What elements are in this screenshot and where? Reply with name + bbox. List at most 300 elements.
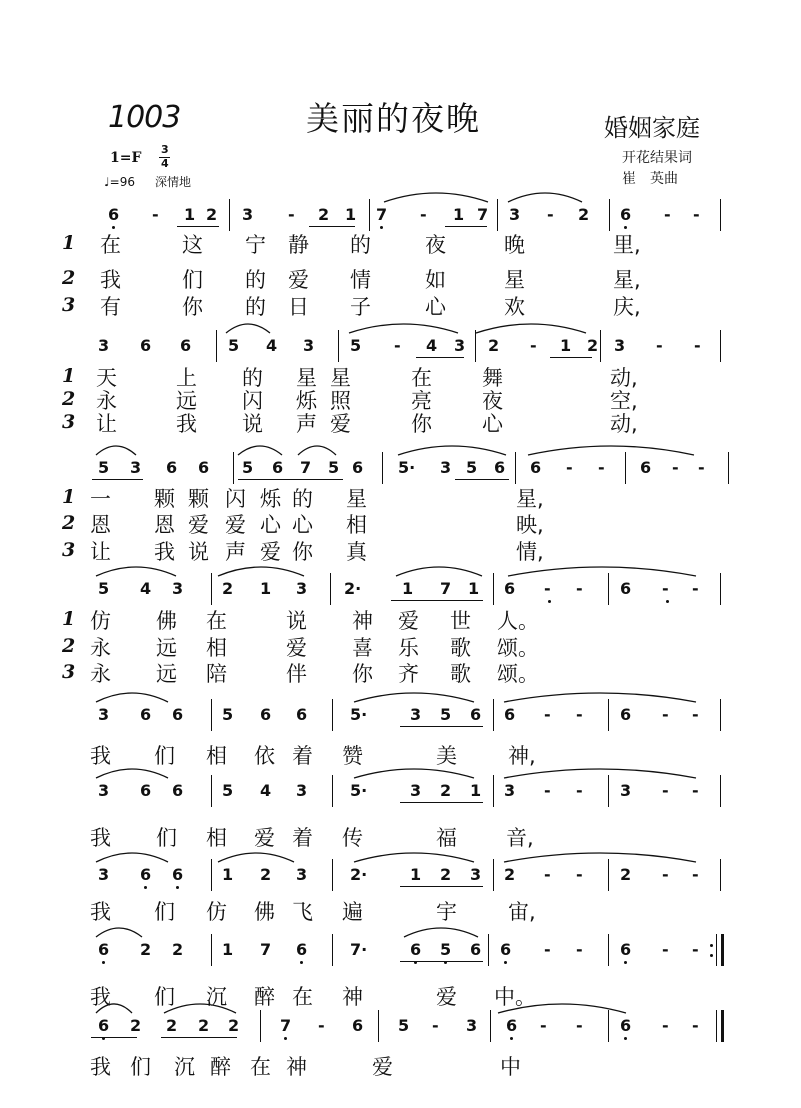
note-hold-dash: - [420, 205, 427, 224]
note-hold-dash: - [394, 336, 401, 355]
note: 5 [466, 458, 478, 477]
note: 7· [350, 940, 368, 959]
note: 7 [260, 940, 272, 959]
lyric-word: 动, [610, 412, 638, 436]
tie-arc [96, 567, 176, 576]
lyric-word: 星 [330, 366, 351, 390]
note: 5 [228, 336, 240, 355]
lyric-word: 星 [504, 268, 525, 292]
lyric-word: 在 [292, 985, 313, 1009]
note-hold-dash: - [576, 705, 583, 724]
note: 2· [350, 865, 368, 884]
note: 6 [470, 705, 482, 724]
tie-arc [164, 1004, 236, 1013]
lyric-word: 神 [342, 985, 363, 1009]
lyric-word: 伴 [286, 662, 307, 686]
lyric-word: 宇 [436, 900, 457, 924]
lyric-word: 们 [130, 1055, 151, 1079]
lyric-word: 你 [292, 540, 313, 564]
lyric-word: 在 [100, 233, 121, 257]
note: 1 [410, 865, 422, 884]
note: 6 [504, 579, 516, 598]
note: 2 [318, 205, 330, 224]
lyric-word: 心 [292, 513, 313, 537]
note: 6 [352, 1016, 364, 1035]
time-signature-bottom: 4 [161, 157, 169, 170]
note: 6 [504, 705, 516, 724]
lyric-word: 飞 [292, 900, 313, 924]
note: 5 [440, 940, 452, 959]
note-hold-dash: - [544, 705, 551, 724]
verse-number: 3 [62, 661, 76, 683]
lyric-word: 你 [352, 662, 373, 686]
lyric-word: 着 [292, 826, 313, 850]
tempo-marking: ♩=96 [104, 175, 135, 189]
note: 6 [108, 205, 120, 224]
lyric-word: 说 [286, 609, 307, 633]
tie-arc [354, 853, 474, 862]
lyric-word: 空, [610, 389, 638, 413]
tie-arc [298, 446, 336, 455]
lyricist-credit: 开花结果词 [622, 150, 692, 166]
note: 6 [296, 940, 308, 959]
note-hold-dash: - [530, 336, 537, 355]
tie-arc [476, 324, 586, 333]
note: 6 [172, 865, 184, 884]
verse-number: 2 [62, 388, 76, 410]
note: 6 [506, 1016, 518, 1035]
tie-arc [96, 446, 136, 455]
lyric-word: 我 [90, 744, 111, 768]
lyric-word: 的 [292, 487, 313, 511]
verse-number: 3 [62, 411, 76, 433]
note: 6 [620, 705, 632, 724]
lyric-word: 恩 [154, 513, 175, 537]
lyric-word: 真 [346, 540, 367, 564]
tie-arc [384, 193, 488, 202]
tie-arc [354, 769, 474, 778]
note-hold-dash: - [318, 1016, 325, 1035]
note-hold-dash: - [576, 781, 583, 800]
lyric-word: 沉 [206, 985, 227, 1009]
lyric-word: 神 [286, 1055, 307, 1079]
lyric-word: 依 [254, 744, 275, 768]
lyric-word: 你 [182, 295, 203, 319]
note-hold-dash: - [692, 865, 699, 884]
lyric-word: 烁 [296, 389, 317, 413]
note-hold-dash: - [544, 579, 551, 598]
note: 6 [272, 458, 284, 477]
lyric-word: 如 [425, 268, 446, 292]
note: 4 [140, 579, 152, 598]
note: 2 [440, 781, 452, 800]
note: 6 [140, 781, 152, 800]
lyric-word: 上 [176, 366, 197, 390]
note: 3 [172, 579, 184, 598]
lyric-word: 我 [90, 900, 111, 924]
tie-arc [96, 928, 142, 937]
note-hold-dash: - [662, 865, 669, 884]
lyric-word: 远 [156, 662, 177, 686]
lyric-word: 中 [500, 1055, 521, 1079]
song-title: 美丽的夜晚 [306, 99, 481, 138]
note-hold-dash: - [664, 205, 671, 224]
lyric-word: 子 [350, 295, 371, 319]
lyric-word: 歌 [450, 662, 471, 686]
lyric-word: 醉 [254, 985, 275, 1009]
tie-arc [498, 1004, 626, 1013]
note: 3 [466, 1016, 478, 1035]
note: 7 [300, 458, 312, 477]
note-hold-dash: - [152, 205, 159, 224]
note: 3 [410, 781, 422, 800]
note-hold-dash: - [544, 940, 551, 959]
note: 2· [344, 579, 362, 598]
lyric-word: 爱 [254, 826, 275, 850]
time-signature-top: 3 [161, 143, 169, 156]
lyric-word: 远 [156, 636, 177, 660]
note: 5 [440, 705, 452, 724]
lyric-word: 歌 [450, 636, 471, 660]
lyric-word: 相 [346, 513, 367, 537]
lyric-word: 闪 [242, 389, 263, 413]
note: 3 [614, 336, 626, 355]
lyric-word: 星 [296, 366, 317, 390]
composer-credit: 崔 英曲 [622, 171, 678, 187]
note: 1 [468, 579, 480, 598]
lyric-word: 的 [245, 268, 266, 292]
tie-arc [226, 324, 270, 333]
note: 3 [98, 865, 110, 884]
note-hold-dash: - [576, 865, 583, 884]
lyric-word: 颗 [188, 487, 209, 511]
note: 2 [440, 865, 452, 884]
note: 2 [222, 579, 234, 598]
lyric-word: 心 [482, 412, 503, 436]
note-hold-dash: - [662, 705, 669, 724]
lyric-word: 这 [182, 233, 203, 257]
note-hold-dash: - [540, 1016, 547, 1035]
note: 6 [140, 336, 152, 355]
lyric-word: 我 [90, 985, 111, 1009]
note-hold-dash: - [698, 458, 705, 477]
lyric-word: 舞 [482, 366, 503, 390]
note: 6 [98, 1016, 110, 1035]
lyric-word: 神 [352, 609, 373, 633]
note-hold-dash: - [656, 336, 663, 355]
note: 5 [398, 1016, 410, 1035]
lyric-word: 的 [245, 295, 266, 319]
verse-number: 1 [62, 365, 76, 387]
note: 6 [198, 458, 210, 477]
note: 6 [166, 458, 178, 477]
lyric-word: 在 [206, 609, 227, 633]
note-hold-dash: - [662, 940, 669, 959]
lyric-word: 赞 [342, 744, 363, 768]
tie-arc [504, 693, 696, 702]
lyric-word: 让 [96, 412, 117, 436]
lyric-word: 遍 [342, 900, 363, 924]
lyric-word: 永 [96, 389, 117, 413]
note: 6 [172, 705, 184, 724]
note-hold-dash: - [662, 781, 669, 800]
note: 6 [260, 705, 272, 724]
note: 2 [206, 205, 218, 224]
lyric-word: 晚 [504, 233, 525, 257]
note-hold-dash: - [692, 705, 699, 724]
lyric-word: 烁 [260, 487, 281, 511]
lyric-word: 我 [154, 540, 175, 564]
tie-arc [96, 693, 168, 702]
lyric-word: 声 [296, 412, 317, 436]
note: 1 [345, 205, 357, 224]
note: 6 [140, 865, 152, 884]
lyric-word: 颂。 [497, 662, 539, 686]
lyric-word: 颂。 [497, 636, 539, 660]
tie-arc [528, 446, 694, 455]
note: 5 [98, 458, 110, 477]
lyric-word: 静 [288, 233, 309, 257]
lyric-word: 我 [100, 268, 121, 292]
note: 2 [198, 1016, 210, 1035]
lyric-word: 爱 [286, 636, 307, 660]
lyric-word: 说 [242, 412, 263, 436]
note: 2 [260, 865, 272, 884]
lyric-word: 佛 [156, 609, 177, 633]
verse-number: 2 [62, 635, 76, 657]
note: 6 [620, 1016, 632, 1035]
lyric-word: 声 [225, 540, 246, 564]
note: 2 [488, 336, 500, 355]
note: 6 [470, 940, 482, 959]
lyric-word: 乐 [398, 636, 419, 660]
note: 5· [350, 705, 368, 724]
lyric-word: 相 [206, 826, 227, 850]
lyric-word: 相 [206, 636, 227, 660]
note: 3 [130, 458, 142, 477]
note-hold-dash: - [576, 940, 583, 959]
note: 2 [587, 336, 599, 355]
note: 6 [620, 940, 632, 959]
note: 2 [578, 205, 590, 224]
note-hold-dash: - [576, 1016, 583, 1035]
score-number: 1003 [108, 100, 181, 135]
lyric-word: 照 [330, 389, 351, 413]
note: 3 [504, 781, 516, 800]
note: 3 [440, 458, 452, 477]
note: 3 [242, 205, 254, 224]
verse-number: 1 [62, 608, 76, 630]
note: 2 [620, 865, 632, 884]
lyric-word: 在 [411, 366, 432, 390]
lyric-word: 音, [506, 826, 534, 850]
note: 7 [440, 579, 452, 598]
note: 2 [166, 1016, 178, 1035]
lyric-word: 神, [508, 744, 536, 768]
note: 6 [500, 940, 512, 959]
note: 6 [172, 781, 184, 800]
lyric-word: 世 [450, 609, 471, 633]
lyric-word: 闪 [225, 487, 246, 511]
note: 3 [410, 705, 422, 724]
note: 1 [470, 781, 482, 800]
note: 6 [494, 458, 506, 477]
lyric-word: 爱 [225, 513, 246, 537]
tie-arc [96, 853, 168, 862]
lyric-word: 映, [516, 513, 544, 537]
lyric-word: 欢 [504, 295, 525, 319]
lyric-word: 爱 [398, 609, 419, 633]
lyric-word: 一 [90, 487, 111, 511]
note-hold-dash: - [544, 865, 551, 884]
lyric-word: 齐 [398, 662, 419, 686]
lyric-word: 爱 [188, 513, 209, 537]
lyric-word: 爱 [260, 540, 281, 564]
lyric-word: 们 [154, 744, 175, 768]
note: 6 [640, 458, 652, 477]
tie-arc [96, 769, 168, 778]
lyric-word: 情 [350, 268, 371, 292]
lyric-word: 沉 [174, 1055, 195, 1079]
note: 2 [140, 940, 152, 959]
note: 5· [398, 458, 416, 477]
note: 6 [530, 458, 542, 477]
lyric-word: 爱 [288, 268, 309, 292]
note: 1 [402, 579, 414, 598]
note: 6 [352, 458, 364, 477]
note-hold-dash: - [662, 579, 669, 598]
lyric-word: 爱 [436, 985, 457, 1009]
note: 3 [454, 336, 466, 355]
note: 1 [222, 940, 234, 959]
lyric-word: 我 [90, 1055, 111, 1079]
note: 1 [260, 579, 272, 598]
tie-arc [508, 193, 582, 202]
lyric-word: 美 [436, 744, 457, 768]
note: 5· [350, 781, 368, 800]
lyric-word: 心 [425, 295, 446, 319]
lyric-word: 说 [188, 540, 209, 564]
lyric-word: 仿 [90, 609, 111, 633]
lyric-word: 们 [156, 826, 177, 850]
note-hold-dash: - [662, 1016, 669, 1035]
tie-arc [504, 853, 696, 862]
note: 5 [98, 579, 110, 598]
note-hold-dash: - [547, 205, 554, 224]
lyric-word: 相 [206, 744, 227, 768]
verse-number: 3 [62, 294, 76, 316]
lyric-word: 让 [90, 540, 111, 564]
note-hold-dash: - [576, 579, 583, 598]
note-hold-dash: - [692, 1016, 699, 1035]
note-hold-dash: - [692, 781, 699, 800]
note: 6 [98, 940, 110, 959]
verse-number: 2 [62, 267, 76, 289]
lyric-word: 醉 [210, 1055, 231, 1079]
note: 7 [280, 1016, 292, 1035]
note: 5 [222, 781, 234, 800]
tie-arc [238, 446, 282, 455]
lyric-word: 传 [342, 826, 363, 850]
expression-marking: 深情地 [155, 175, 192, 189]
tie-arc [508, 567, 696, 576]
lyric-word: 亮 [411, 389, 432, 413]
genre-label: 婚姻家庭 [604, 114, 700, 142]
lyric-word: 我 [176, 412, 197, 436]
note: 3 [296, 865, 308, 884]
tie-arc [504, 769, 696, 778]
lyric-word: 着 [292, 744, 313, 768]
note: 6 [620, 205, 632, 224]
note: 5 [328, 458, 340, 477]
tie-arc [404, 928, 478, 937]
note: 6 [296, 705, 308, 724]
lyric-word: 颗 [154, 487, 175, 511]
lyric-word: 爱 [330, 412, 351, 436]
note-hold-dash: - [672, 458, 679, 477]
lyric-word: 庆, [613, 295, 641, 319]
lyric-word: 爱 [372, 1055, 393, 1079]
note: 5 [242, 458, 254, 477]
lyric-word: 星, [516, 487, 544, 511]
lyric-word: 天 [96, 366, 117, 390]
note: 3 [620, 781, 632, 800]
verse-number: 1 [62, 486, 76, 508]
verse-number: 3 [62, 539, 76, 561]
lyric-word: 星, [613, 268, 641, 292]
tie-arc [218, 567, 304, 576]
lyric-word: 们 [154, 985, 175, 1009]
note: 1 [560, 336, 572, 355]
tie-arc [396, 567, 482, 576]
note-hold-dash: - [566, 458, 573, 477]
lyric-word: 的 [350, 233, 371, 257]
note: 6 [620, 579, 632, 598]
note: 3 [303, 336, 315, 355]
lyric-word: 中。 [494, 985, 536, 1009]
note-hold-dash: - [692, 579, 699, 598]
note: 5 [350, 336, 362, 355]
note: 1 [453, 205, 465, 224]
lyric-word: 我 [90, 826, 111, 850]
lyric-word: 夜 [482, 389, 503, 413]
note: 6 [180, 336, 192, 355]
note: 3 [470, 865, 482, 884]
note: 2 [130, 1016, 142, 1035]
note: 2 [228, 1016, 240, 1035]
lyric-word: 人。 [497, 609, 539, 633]
key-signature: 1=F [110, 150, 142, 166]
tie-arc [218, 853, 294, 862]
note: 1 [184, 205, 196, 224]
lyric-word: 福 [436, 826, 457, 850]
lyric-word: 永 [90, 662, 111, 686]
lyric-word: 们 [154, 900, 175, 924]
lyric-word: 们 [182, 268, 203, 292]
lyric-word: 夜 [425, 233, 446, 257]
note: 3 [98, 705, 110, 724]
lyric-word: 仿 [206, 900, 227, 924]
lyric-word: 宁 [245, 233, 266, 257]
note-hold-dash: - [288, 205, 295, 224]
verse-number: 1 [62, 232, 76, 254]
lyric-word: 日 [288, 295, 309, 319]
note-hold-dash: - [692, 940, 699, 959]
tie-arc [354, 693, 474, 702]
note: 5 [222, 705, 234, 724]
lyric-word: 在 [250, 1055, 271, 1079]
lyric-word: 星 [346, 487, 367, 511]
